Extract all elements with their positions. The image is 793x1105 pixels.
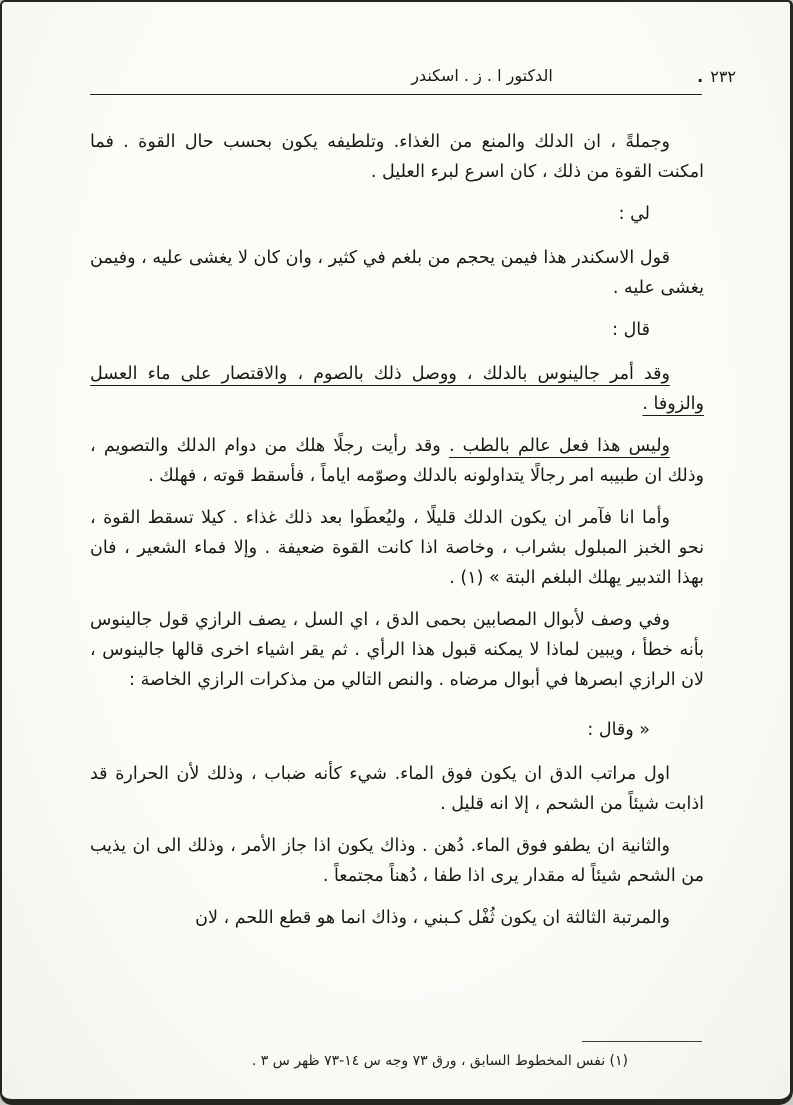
paragraph-not-act-of-physician <box>90 431 704 491</box>
paragraph-summary: وجملةً ، ان الدلك والمنع من الغذاء. وتلطيفه يكون بحسب حال القوة . فما امكنت القوة من ذلك ، كان اسرع لبرء العليل . <box>90 132 704 182</box>
page-number-dot: . <box>697 67 704 86</box>
not-act-of-physician-rest: وقد رأيت رجلًا هلك من دوام الدلك والتصويم ، وذلك ان طبيبه امر رجالًا يتداولونه بالدلك وصوّمه اياماً ، فأسقط قوته ، فهلك . <box>90 436 704 486</box>
footnote: (١) نفس المخطوط السابق ، ورق ٧٣ وجه س ١٤-٧٣ ظهر س ٣ . <box>251 1053 628 1069</box>
paragraph-first-stage: اول مراتب الدق ان يكون فوق الماء. شيء كأنه ضباب ، وذلك لأن الحرارة قد اذابت شيئاً من الشحم ، إلا انه قليل . <box>90 764 704 814</box>
cue-waqala: « وقال : <box>587 720 650 740</box>
running-head-title: الدكتور ا . ز . اسكندر <box>411 66 553 85</box>
page-header <box>90 66 736 95</box>
not-act-of-physician-underlined: وليس هذا فعل عالم بالطب . <box>448 436 670 456</box>
paragraph-third-stage: والمرتبة الثالثة ان يكون ثُفْل كـبني ، وذاك انما هو قطع اللحم ، لان <box>195 908 670 928</box>
footnote-separator <box>582 1041 702 1042</box>
cue-qala: قال : <box>612 320 650 340</box>
cue-li: لي : <box>618 204 650 224</box>
header-rule <box>90 94 702 95</box>
page-number-value: ٢٣٢ <box>710 67 736 86</box>
page-body <box>90 127 704 933</box>
page-footer <box>90 1041 702 1071</box>
quote-galen-massage-underlined: وقد أمر جالينوس بالدلك ، ووصل ذلك بالصوم ، والاقتصار على ماء العسل والزوفا . <box>90 364 704 414</box>
quote-galen-massage <box>90 359 704 419</box>
paragraph-second-stage: والثانية ان يطفو فوق الماء. دُهن . وذاك يكون اذا جاز الأمر ، وذلك الى ان يذيب من الشحم شيئاً له مقدار يرى اذا طفا ، دُهناً مجتمعاً . <box>90 836 704 886</box>
paragraph-massage-advice: وأما انا فآمر ان يكون الدلك قليلًا ، وليُعطَوا بعد ذلك غذاء . كيلا تسقط القوة ، نحو الخبز المبلول بشراب ، وخاصة اذا كانت القوة ضعيفة . وإلا فماء الشعير ، فان بهذا التدبير يهلك البلغم البتة » (١) . <box>90 508 704 588</box>
paragraph-razi-description: وفي وصف لأبوال المصابين بحمى الدق ، اي السل ، يصف الرازي قول جالينوس بأنه خطأ ، ويبين لماذا لا يمكنه قبول هذا الرأي . ثم يقر اشياء اخرى قالها جالينوس ، لان الرازي ابصرها في أبوال مرضاه . والنص التالي من مذكرات الرازي الخاصة : <box>90 610 704 690</box>
paragraph-alexander-comment: قول الاسكندر هذا فيمن يحجم من بلغم في كثير ، وان كان لا يغشى عليه ، وفيمن يغشى عليه . <box>90 248 704 298</box>
page-number <box>697 67 736 86</box>
